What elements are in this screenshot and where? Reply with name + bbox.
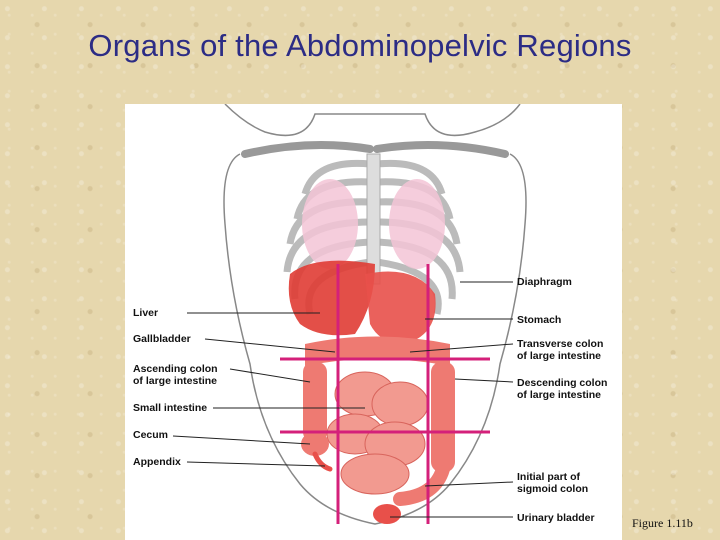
label-liver: Liver [133,307,159,319]
label-sigmoid-colon: Initial part of sigmoid colon [517,471,589,495]
label-diaphragm: Diaphragm [517,276,572,288]
label-gallbladder: Gallbladder [133,333,191,345]
ascending-colon [303,362,327,442]
label-cecum: Cecum [133,429,169,441]
left-clavicle [245,145,370,154]
label-transverse-colon: Transverse colon of large intestine [517,338,604,362]
figure-caption: Figure 1.11b [632,516,693,530]
label-urinary-bladder: Urinary bladder [517,512,595,524]
slide-title: Organs of the Abdominopelvic Regions [88,28,632,63]
label-small-intestine: Small intestine [133,402,208,414]
urinary-bladder [373,504,401,524]
label-stomach: Stomach [517,314,562,326]
descending-colon [431,362,455,472]
liver [289,261,375,336]
right-clavicle [377,145,505,154]
label-ascending-colon: Ascending colon of large intestine [133,363,218,387]
label-appendix: Appendix [133,456,181,468]
anatomy-figure [125,104,622,540]
neck-outline [225,104,520,135]
label-descending-colon: Descending colon of large intestine [517,377,608,401]
appendix [315,454,330,469]
